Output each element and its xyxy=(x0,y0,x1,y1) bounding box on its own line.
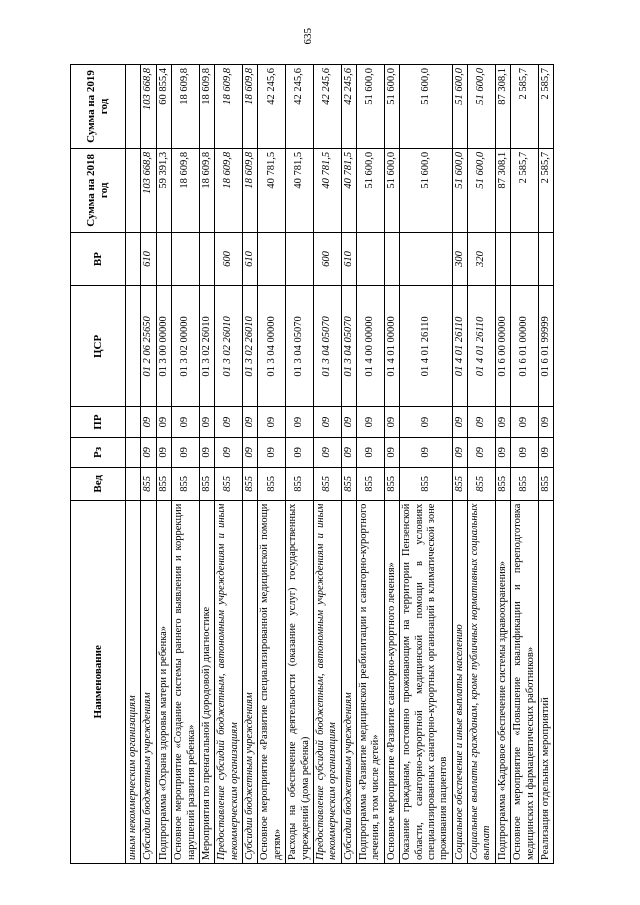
cell-sum-2018: 40 781,5 xyxy=(313,148,341,232)
cell-csr: 01 2 06 25650 xyxy=(141,286,156,407)
cell-ved: 855 xyxy=(258,468,286,501)
cell-sum-2019: 18 609,8 xyxy=(199,65,214,149)
cell-name: иным некоммерческим организациям xyxy=(126,500,141,863)
cell-pr: 09 xyxy=(452,407,467,437)
cell-vr xyxy=(172,232,200,286)
cell-csr: 01 3 02 26010 xyxy=(215,286,243,407)
cell-vr xyxy=(357,232,385,286)
cell-ved: 855 xyxy=(468,468,496,501)
cell-ved xyxy=(126,468,141,501)
cell-sum-2018: 59 391,3 xyxy=(156,148,171,232)
cell-rz: 09 xyxy=(172,437,200,467)
cell-ved: 855 xyxy=(243,468,258,501)
cell-name: Основное мероприятие «Создание системы раннего выявления и коррекции нарушений развития ребенка» xyxy=(172,500,200,863)
cell-ved: 855 xyxy=(400,468,453,501)
cell-name: Расходы на обеспечение деятельности (оказание услуг) государственных учреждений (дома ребенка) xyxy=(286,500,314,863)
cell-csr: 01 3 04 05070 xyxy=(341,286,356,407)
table-row xyxy=(341,65,356,864)
cell-rz: 09 xyxy=(357,437,385,467)
cell-csr: 01 4 01 00000 xyxy=(384,286,399,407)
header-row xyxy=(71,65,126,864)
cell-vr: 600 xyxy=(215,232,243,286)
table-row xyxy=(495,65,510,864)
cell-sum-2019: 51 600,0 xyxy=(357,65,385,149)
cell-pr: 09 xyxy=(538,407,553,437)
cell-name: Основное мероприятие «Повышение квалификации и переподготовка медицинских и фармацевтических работников» xyxy=(511,500,539,863)
cell-ved: 855 xyxy=(357,468,385,501)
cell-pr: 09 xyxy=(400,407,453,437)
cell-name: Основное мероприятие «Развитие специализированной медицинской помощи детям» xyxy=(258,500,286,863)
table-row xyxy=(215,65,243,864)
cell-csr: 01 4 01 26110 xyxy=(452,286,467,407)
cell-csr: 01 3 02 26010 xyxy=(199,286,214,407)
cell-sum-2019: 2 585,7 xyxy=(511,65,539,149)
cell-ved: 855 xyxy=(141,468,156,501)
budget-table xyxy=(70,64,554,864)
cell-ved: 855 xyxy=(384,468,399,501)
cell-ved: 855 xyxy=(341,468,356,501)
cell-ved: 855 xyxy=(511,468,539,501)
cell-name: Субсидии бюджетным учреждениям xyxy=(243,500,258,863)
table-row xyxy=(258,65,286,864)
cell-pr xyxy=(126,407,141,437)
cell-pr: 09 xyxy=(243,407,258,437)
header-ved: Вед xyxy=(71,468,126,501)
table-row xyxy=(538,65,553,864)
cell-rz: 09 xyxy=(495,437,510,467)
cell-sum-2018: 2 585,7 xyxy=(538,148,553,232)
cell-pr: 09 xyxy=(468,407,496,437)
cell-csr: 01 3 04 05070 xyxy=(313,286,341,407)
cell-pr: 09 xyxy=(258,407,286,437)
table-row xyxy=(400,65,453,864)
cell-ved: 855 xyxy=(156,468,171,501)
cell-csr: 01 3 02 26010 xyxy=(243,286,258,407)
cell-ved: 855 xyxy=(452,468,467,501)
cell-sum-2018: 103 668,8 xyxy=(141,148,156,232)
cell-rz: 09 xyxy=(313,437,341,467)
cell-vr xyxy=(495,232,510,286)
cell-sum-2019: 42 245,6 xyxy=(341,65,356,149)
cell-vr xyxy=(199,232,214,286)
cell-vr: 610 xyxy=(243,232,258,286)
cell-vr: 610 xyxy=(141,232,156,286)
cell-rz: 09 xyxy=(258,437,286,467)
table-row xyxy=(468,65,496,864)
cell-sum-2018: 51 600,0 xyxy=(384,148,399,232)
table-row xyxy=(243,65,258,864)
cell-rz: 09 xyxy=(538,437,553,467)
cell-sum-2018: 87 308,1 xyxy=(495,148,510,232)
cell-vr xyxy=(538,232,553,286)
cell-pr: 09 xyxy=(313,407,341,437)
cell-csr: 01 3 04 00000 xyxy=(258,286,286,407)
cell-vr xyxy=(258,232,286,286)
cell-sum-2018: 51 600,0 xyxy=(452,148,467,232)
cell-sum-2018: 18 609,8 xyxy=(199,148,214,232)
cell-sum-2018: 40 781,5 xyxy=(341,148,356,232)
cell-rz: 09 xyxy=(341,437,356,467)
cell-ved: 855 xyxy=(538,468,553,501)
cell-pr: 09 xyxy=(141,407,156,437)
cell-sum-2018: 40 781,5 xyxy=(258,148,286,232)
cell-vr: 610 xyxy=(341,232,356,286)
cell-sum-2019: 60 855,4 xyxy=(156,65,171,149)
cell-pr: 09 xyxy=(341,407,356,437)
cell-pr: 09 xyxy=(215,407,243,437)
cell-sum-2019: 51 600,0 xyxy=(384,65,399,149)
header-rz: Рз xyxy=(71,437,126,467)
cell-sum-2019: 42 245,6 xyxy=(258,65,286,149)
cell-sum-2019 xyxy=(126,65,141,149)
cell-csr: 01 3 00 00000 xyxy=(156,286,171,407)
budget-table-container xyxy=(70,64,570,864)
cell-sum-2019: 87 308,1 xyxy=(495,65,510,149)
table-row xyxy=(511,65,539,864)
cell-vr xyxy=(511,232,539,286)
cell-vr: 600 xyxy=(313,232,341,286)
cell-ved: 855 xyxy=(199,468,214,501)
cell-pr: 09 xyxy=(172,407,200,437)
cell-vr xyxy=(156,232,171,286)
header-vr: ВР xyxy=(71,232,126,286)
cell-sum-2018: 18 609,8 xyxy=(172,148,200,232)
cell-csr xyxy=(126,286,141,407)
cell-csr: 01 6 00 00000 xyxy=(495,286,510,407)
cell-sum-2018: 18 609,8 xyxy=(243,148,258,232)
cell-name: Субсидии бюджетным учреждениям xyxy=(141,500,156,863)
cell-csr: 01 6 01 99999 xyxy=(538,286,553,407)
table-row xyxy=(384,65,399,864)
cell-rz: 09 xyxy=(156,437,171,467)
cell-sum-2018: 51 600,0 xyxy=(357,148,385,232)
cell-name: Социальные выплаты гражданам, кроме публичных нормативных социальных выплат xyxy=(468,500,496,863)
table-row xyxy=(452,65,467,864)
cell-pr: 09 xyxy=(357,407,385,437)
cell-vr xyxy=(286,232,314,286)
cell-pr: 09 xyxy=(495,407,510,437)
cell-sum-2019: 18 609,8 xyxy=(243,65,258,149)
header-sum-2019: Сумма на 2019 год xyxy=(71,65,126,149)
cell-sum-2018: 2 585,7 xyxy=(511,148,539,232)
cell-rz: 09 xyxy=(215,437,243,467)
page-number: 635 xyxy=(302,28,314,45)
cell-csr: 01 6 01 00000 xyxy=(511,286,539,407)
cell-name: Предоставление субсидий бюджетным, автономным учреждениям и иным некоммерческим организациям xyxy=(215,500,243,863)
cell-name: Основное мероприятие «Развитие санаторно-курортного лечения» xyxy=(384,500,399,863)
cell-rz: 09 xyxy=(141,437,156,467)
cell-csr: 01 4 00 00000 xyxy=(357,286,385,407)
cell-pr: 09 xyxy=(286,407,314,437)
cell-vr xyxy=(400,232,453,286)
cell-pr: 09 xyxy=(156,407,171,437)
cell-sum-2019: 51 600,0 xyxy=(468,65,496,149)
cell-csr: 01 3 04 05070 xyxy=(286,286,314,407)
cell-sum-2018: 40 781,5 xyxy=(286,148,314,232)
cell-sum-2019: 2 585,7 xyxy=(538,65,553,149)
cell-vr: 320 xyxy=(468,232,496,286)
cell-pr: 09 xyxy=(384,407,399,437)
table-row xyxy=(286,65,314,864)
cell-name: Подпрограмма «Развитие медицинской реабилитации и санаторно-курортного лечения, в том числе детей» xyxy=(357,500,385,863)
cell-sum-2019: 51 600,0 xyxy=(400,65,453,149)
cell-sum-2019: 103 668,8 xyxy=(141,65,156,149)
cell-name: Мероприятия по пренатальной (дородовой) диагностике xyxy=(199,500,214,863)
cell-sum-2019: 51 600,0 xyxy=(452,65,467,149)
table-row xyxy=(199,65,214,864)
cell-csr: 01 4 01 26110 xyxy=(400,286,453,407)
header-sum-2018: Сумма на 2018 год xyxy=(71,148,126,232)
table-body xyxy=(126,65,554,864)
cell-vr xyxy=(384,232,399,286)
table-row xyxy=(156,65,171,864)
table-row xyxy=(126,65,141,864)
cell-vr xyxy=(126,232,141,286)
cell-name: Подпрограмма «Кадровое обеспечение системы здравоохранения» xyxy=(495,500,510,863)
cell-rz: 09 xyxy=(384,437,399,467)
cell-name: Предоставление субсидий бюджетным, автономным учреждениям и иным некоммерческим организациям xyxy=(313,500,341,863)
table-row xyxy=(172,65,200,864)
cell-sum-2018: 18 609,8 xyxy=(215,148,243,232)
header-name: Наименование xyxy=(71,500,126,863)
cell-rz: 09 xyxy=(199,437,214,467)
cell-name: Подпрограмма «Охрана здоровья матери и ребенка» xyxy=(156,500,171,863)
header-csr: ЦСР xyxy=(71,286,126,407)
table-row xyxy=(141,65,156,864)
cell-pr: 09 xyxy=(199,407,214,437)
table-row xyxy=(313,65,341,864)
cell-ved: 855 xyxy=(313,468,341,501)
cell-sum-2019: 18 609,8 xyxy=(172,65,200,149)
cell-name: Социальное обеспечение и иные выплаты населению xyxy=(452,500,467,863)
cell-sum-2018: 51 600,0 xyxy=(468,148,496,232)
cell-name: Субсидии бюджетным учреждениям xyxy=(341,500,356,863)
cell-ved: 855 xyxy=(286,468,314,501)
header-pr: ПР xyxy=(71,407,126,437)
cell-pr: 09 xyxy=(511,407,539,437)
cell-ved: 855 xyxy=(172,468,200,501)
cell-sum-2019: 42 245,6 xyxy=(286,65,314,149)
cell-rz: 09 xyxy=(286,437,314,467)
cell-sum-2019: 42 245,6 xyxy=(313,65,341,149)
table-row xyxy=(357,65,385,864)
cell-name: Реализация отдельных мероприятий xyxy=(538,500,553,863)
cell-sum-2018 xyxy=(126,148,141,232)
cell-sum-2019: 18 609,8 xyxy=(215,65,243,149)
cell-name: Оказание гражданам, постоянно проживающим на территории Пензенской области, санаторно-курортной медицинской помощи в условиях специализированных санаторно-курортных организаций в климатической зоне проживания пациентов xyxy=(400,500,453,863)
cell-ved: 855 xyxy=(215,468,243,501)
cell-rz: 09 xyxy=(452,437,467,467)
cell-rz: 09 xyxy=(468,437,496,467)
cell-csr: 01 4 01 26110 xyxy=(468,286,496,407)
cell-rz: 09 xyxy=(243,437,258,467)
cell-rz: 09 xyxy=(511,437,539,467)
cell-sum-2018: 51 600,0 xyxy=(400,148,453,232)
cell-ved: 855 xyxy=(495,468,510,501)
cell-csr: 01 3 02 00000 xyxy=(172,286,200,407)
cell-vr: 300 xyxy=(452,232,467,286)
cell-rz xyxy=(126,437,141,467)
cell-rz: 09 xyxy=(400,437,453,467)
